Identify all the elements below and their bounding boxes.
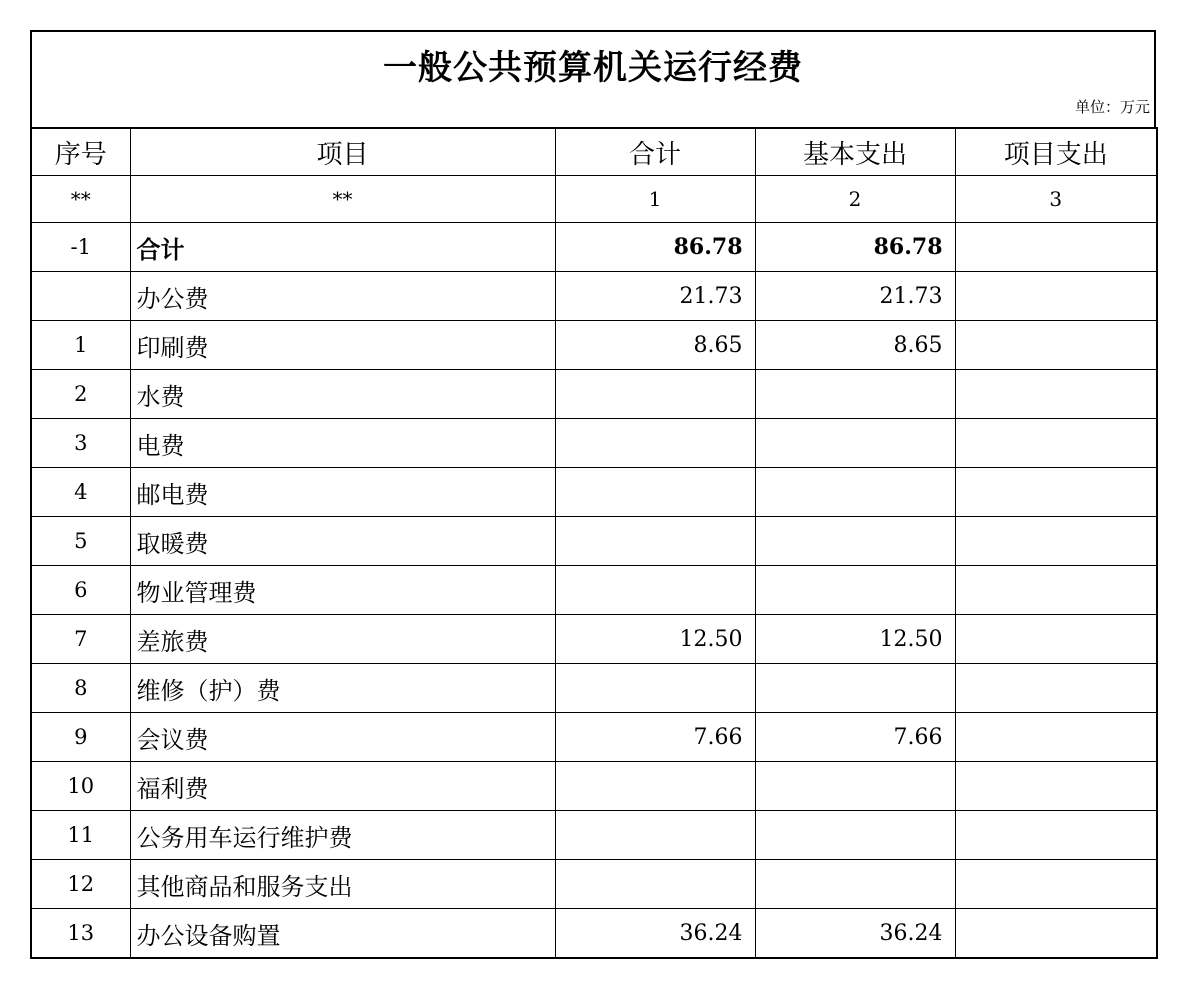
row-item-cell: 办公设备购置: [130, 909, 555, 959]
table-row: [31, 762, 1157, 811]
row-basic-cell: [755, 811, 955, 860]
row-no-cell: 8: [31, 664, 130, 713]
row-no-cell: 2: [31, 370, 130, 419]
index-cell: **: [31, 176, 130, 223]
row-total-cell: [555, 566, 755, 615]
table-row: [31, 860, 1157, 909]
row-total-cell: 8.65: [555, 321, 755, 370]
row-total-cell: 36.24: [555, 909, 755, 959]
header-total: 合计: [555, 128, 755, 176]
row-no-cell: 3: [31, 419, 130, 468]
table-row: [31, 664, 1157, 713]
row-basic-cell: [755, 468, 955, 517]
row-item-cell: 其他商品和服务支出: [130, 860, 555, 909]
row-no-cell: [31, 272, 130, 321]
header-project: 项目支出: [955, 128, 1157, 176]
row-no-cell: 9: [31, 713, 130, 762]
row-no-cell: 4: [31, 468, 130, 517]
row-item-cell: 电费: [130, 419, 555, 468]
row-basic-cell: 36.24: [755, 909, 955, 959]
row-total-cell: [555, 468, 755, 517]
row-no-cell: 12: [31, 860, 130, 909]
row-item-cell: 公务用车运行维护费: [130, 811, 555, 860]
row-item-cell: 合计: [130, 223, 555, 272]
row-basic-cell: [755, 370, 955, 419]
row-project-cell: [955, 272, 1157, 321]
row-total-cell: [555, 517, 755, 566]
row-basic-cell: [755, 860, 955, 909]
row-total-cell: [555, 370, 755, 419]
row-basic-cell: 86.78: [755, 223, 955, 272]
row-no-cell: 7: [31, 615, 130, 664]
row-basic-cell: [755, 664, 955, 713]
row-total-cell: [555, 419, 755, 468]
row-no-cell: 6: [31, 566, 130, 615]
header-item: 项目: [130, 128, 555, 176]
row-item-cell: 邮电费: [130, 468, 555, 517]
index-cell: **: [130, 176, 555, 223]
row-item-cell: 印刷费: [130, 321, 555, 370]
row-project-cell: [955, 615, 1157, 664]
header-row: [31, 128, 1157, 176]
row-no-cell: -1: [31, 223, 130, 272]
index-row: [31, 176, 1157, 223]
title-block: [30, 30, 1156, 127]
table-row: [31, 321, 1157, 370]
index-cell: 2: [755, 176, 955, 223]
row-item-cell: 物业管理费: [130, 566, 555, 615]
row-item-cell: 差旅费: [130, 615, 555, 664]
row-no-cell: 5: [31, 517, 130, 566]
table-row: [31, 811, 1157, 860]
row-total-cell: [555, 664, 755, 713]
expense-table: [30, 127, 1158, 959]
row-basic-cell: [755, 517, 955, 566]
row-no-cell: 11: [31, 811, 130, 860]
table-row: [31, 517, 1157, 566]
row-basic-cell: 12.50: [755, 615, 955, 664]
table-row: [31, 566, 1157, 615]
budget-sheet: [30, 30, 1156, 959]
row-total-cell: 21.73: [555, 272, 755, 321]
row-basic-cell: 21.73: [755, 272, 955, 321]
row-project-cell: [955, 566, 1157, 615]
table-row: [31, 713, 1157, 762]
page-title: 一般公共预算机关运行经费: [383, 48, 803, 88]
row-basic-cell: [755, 419, 955, 468]
row-no-cell: 1: [31, 321, 130, 370]
row-project-cell: [955, 811, 1157, 860]
row-no-cell: 13: [31, 909, 130, 959]
header-no: 序号: [31, 128, 130, 176]
row-no-cell: 10: [31, 762, 130, 811]
index-cell: 3: [955, 176, 1157, 223]
header-basic: 基本支出: [755, 128, 955, 176]
table-row: [31, 419, 1157, 468]
row-project-cell: [955, 370, 1157, 419]
row-total-cell: 7.66: [555, 713, 755, 762]
row-item-cell: 水费: [130, 370, 555, 419]
row-project-cell: [955, 419, 1157, 468]
row-project-cell: [955, 321, 1157, 370]
row-basic-cell: 8.65: [755, 321, 955, 370]
row-item-cell: 维修（护）费: [130, 664, 555, 713]
row-item-cell: 福利费: [130, 762, 555, 811]
row-basic-cell: [755, 566, 955, 615]
table-row: [31, 272, 1157, 321]
row-item-cell: 办公费: [130, 272, 555, 321]
row-total-cell: [555, 762, 755, 811]
row-basic-cell: 7.66: [755, 713, 955, 762]
row-total-cell: [555, 860, 755, 909]
row-basic-cell: [755, 762, 955, 811]
table-row: [31, 370, 1157, 419]
index-cell: 1: [555, 176, 755, 223]
row-item-cell: 取暖费: [130, 517, 555, 566]
row-item-cell: 会议费: [130, 713, 555, 762]
row-total-cell: 86.78: [555, 223, 755, 272]
row-total-cell: [555, 811, 755, 860]
table-row: [31, 615, 1157, 664]
table-row: [31, 223, 1157, 272]
table-row: [31, 909, 1157, 959]
row-project-cell: [955, 468, 1157, 517]
row-total-cell: 12.50: [555, 615, 755, 664]
row-project-cell: [955, 860, 1157, 909]
row-project-cell: [955, 664, 1157, 713]
row-project-cell: [955, 909, 1157, 959]
unit-label: 单位：万元: [1074, 98, 1150, 116]
row-project-cell: [955, 762, 1157, 811]
row-project-cell: [955, 517, 1157, 566]
table-row: [31, 468, 1157, 517]
row-project-cell: [955, 223, 1157, 272]
row-project-cell: [955, 713, 1157, 762]
